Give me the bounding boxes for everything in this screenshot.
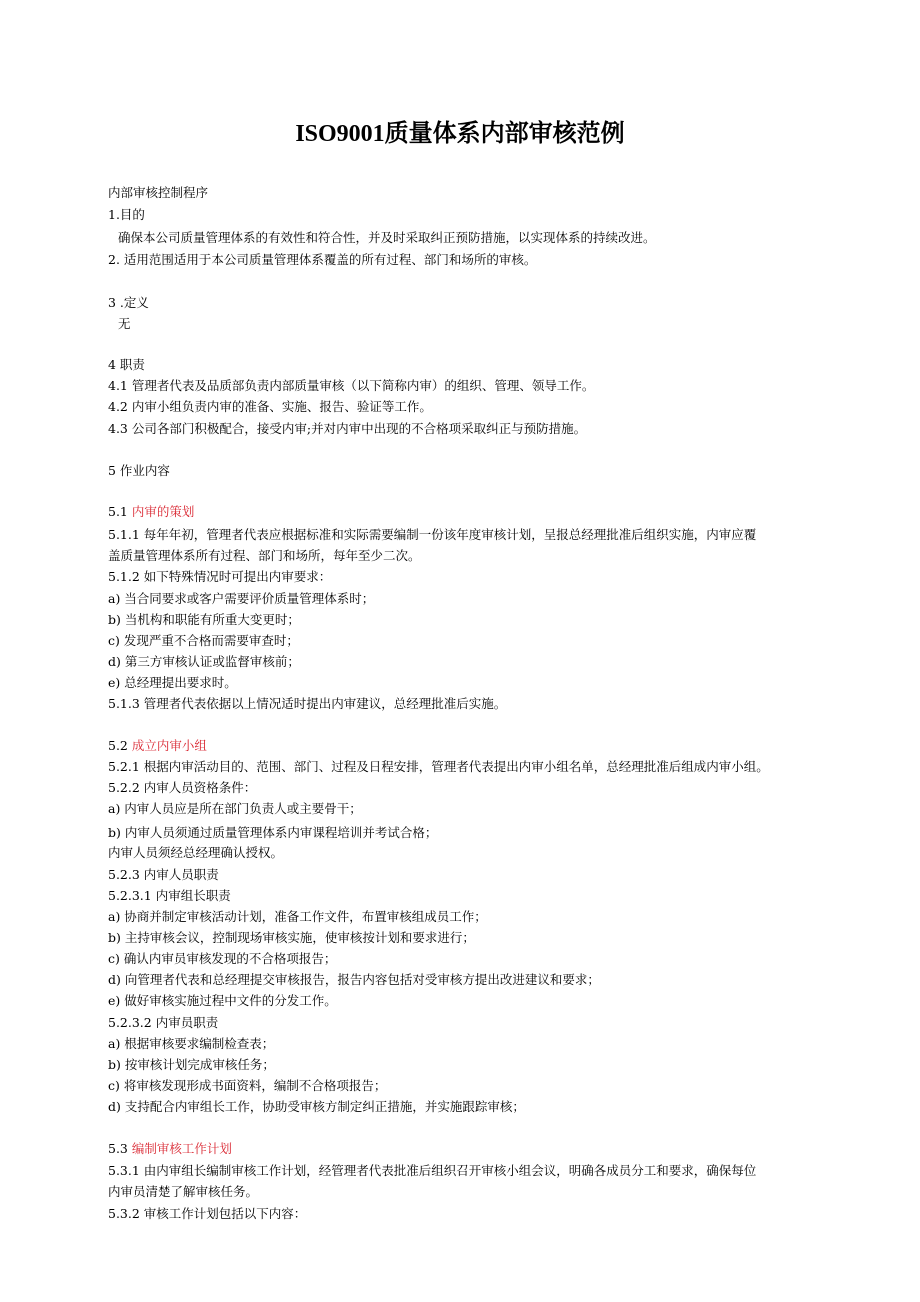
list-item: d) 支持配合内审组长工作，协助受审核方制定纠正措施，并实施跟踪审核；	[108, 1099, 525, 1114]
list-item: d) 第三方审核认证或监督审核前；	[108, 654, 300, 669]
document-title: ISO9001质量体系内部审核范例	[295, 121, 625, 147]
list-item: c) 发现严重不合格而需要审查时；	[108, 633, 299, 648]
list-item: a) 内审人员应是所在部门负责人或主要骨干；	[108, 801, 362, 816]
paragraph: 5.1.2 如下特殊情况时可提出内审要求：	[108, 569, 332, 584]
paragraph: 5.1.3 管理者代表依据以上情况适时提出内审建议，总经理批准后实施。	[108, 696, 507, 711]
subsection-heading	[108, 501, 836, 522]
paragraph: 4.1 管理者代表及品质部负责内部质量审核（以下简称内审）的组织、管理、领导工作。	[108, 378, 595, 393]
subsection-number: 5.1	[108, 504, 132, 519]
paragraph: 确保本公司质量管理体系的有效性和符合性，并及时采取纠正预防措施，以实现体系的持续改进。	[118, 230, 656, 245]
list-item: c) 确认内审员审核发现的不合格项报告；	[108, 951, 337, 966]
list-item: d) 向管理者代表和总经理提交审核报告，报告内容包括对受审核方提出改进建议和要求；	[108, 972, 600, 987]
subsection-heading	[108, 735, 836, 756]
paragraph: 内审员清楚了解审核任务。	[108, 1184, 259, 1199]
list-item: e) 做好审核实施过程中文件的分发工作。	[108, 993, 337, 1008]
paragraph: 5.3.1 由内审组长编制审核工作计划，经管理者代表批准后组织召开审核小组会议，明确各成员分工和要求，确保每位	[108, 1163, 757, 1178]
paragraph: 5.1.1 每年年初，管理者代表应根据标准和实际需要编制一份该年度审核计划，呈报总经理批准后组织实施，内审应覆	[108, 527, 757, 542]
subsection-heading	[108, 1138, 836, 1159]
section-heading: 3 .定义	[108, 295, 149, 310]
list-item: b) 内审人员须通过质量管理体系内审课程培训并考试合格；	[108, 825, 438, 840]
doc-heading: 内部审核控制程序	[108, 185, 209, 200]
section-heading: 2. 适用范围适用于本公司质量管理体系覆盖的所有过程、部门和场所的审核。	[108, 252, 537, 267]
paragraph: 5.2.1 根据内审活动目的、范围、部门、过程及日程安排，管理者代表提出内审小组名单，总经理批准后组成内审小组。	[108, 759, 769, 774]
paragraph: 5.2.2 内审人员资格条件：	[108, 780, 257, 795]
paragraph: 盖质量管理体系所有过程、部门和场所，每年至少二次。	[108, 548, 421, 563]
list-item: a) 协商并制定审核活动计划，准备工作文件，布置审核组成员工作；	[108, 909, 487, 924]
subsection-number: 5.2	[108, 738, 132, 753]
section-heading: 1.目的	[108, 207, 145, 222]
list-item: a) 当合同要求或客户需要评价质量管理体系时；	[108, 591, 375, 606]
paragraph: 5.2.3.1 内审组长职责	[108, 888, 231, 903]
list-item: a) 根据审核要求编制检查表；	[108, 1036, 275, 1051]
paragraph: 无	[118, 316, 131, 331]
paragraph: 5.2.3.2 内审员职责	[108, 1015, 219, 1030]
paragraph: 5.3.2 审核工作计划包括以下内容：	[108, 1206, 307, 1221]
paragraph: 4.2 内审小组负责内审的准备、实施、报告、验证等工作。	[108, 399, 432, 414]
subsection-number: 5.3	[108, 1141, 132, 1156]
subsection-title: 内审的策划	[131, 504, 195, 519]
section-heading: 5 作业内容	[108, 463, 170, 478]
list-item: b) 当机构和职能有所重大变更时；	[108, 612, 300, 627]
paragraph: 5.2.3 内审人员职责	[108, 867, 219, 882]
section-heading: 4 职责	[108, 357, 145, 372]
paragraph: 内审人员须经总经理确认授权。	[108, 845, 284, 860]
list-item: c) 将审核发现形成书面资料，编制不合格项报告；	[108, 1078, 387, 1093]
subsection-title: 编制审核工作计划	[131, 1141, 232, 1156]
list-item: b) 主持审核会议，控制现场审核实施，使审核按计划和要求进行；	[108, 930, 475, 945]
subsection-title: 成立内审小组	[131, 738, 207, 753]
list-item: e) 总经理提出要求时。	[108, 675, 237, 690]
paragraph: 4.3 公司各部门积极配合，接受内审;并对内审中出现的不合格项采取纠正与预防措施。	[108, 421, 587, 436]
list-item: b) 按审核计划完成审核任务；	[108, 1057, 275, 1072]
